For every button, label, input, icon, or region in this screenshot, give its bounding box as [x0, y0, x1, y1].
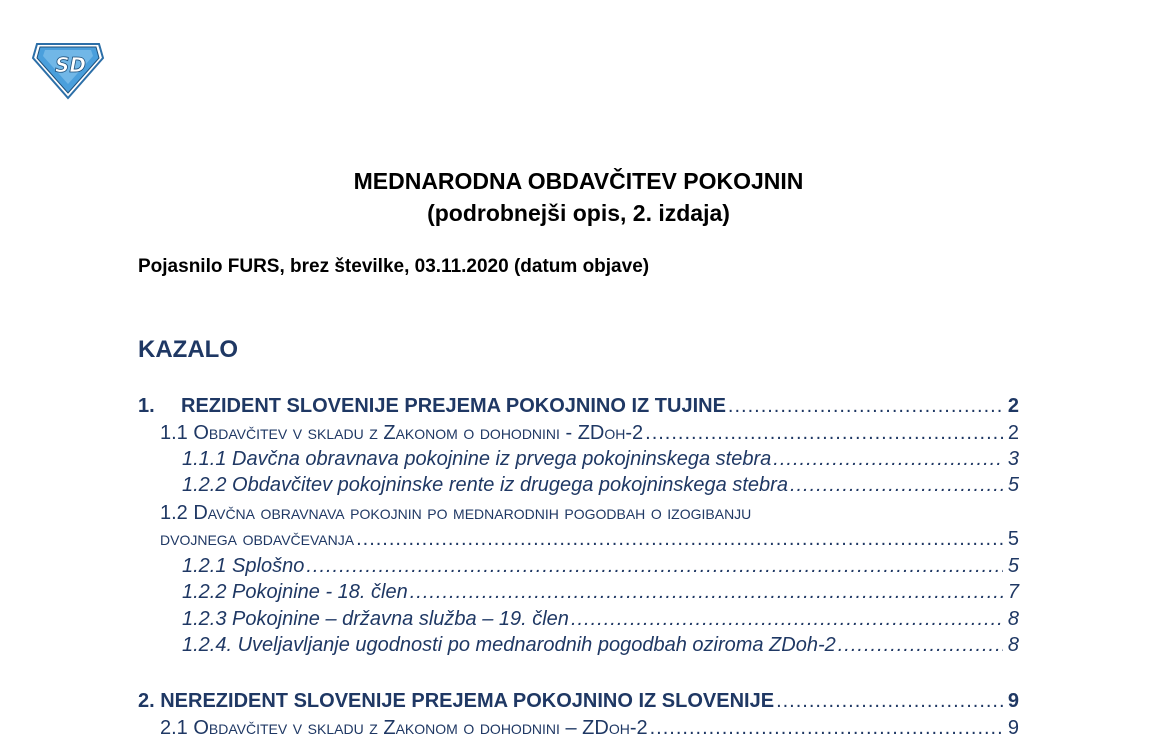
toc-entry-1-2-line1[interactable]: 1.2 Davčna obravnava pokojnin po mednarodnih pogodbah o izogibanju	[160, 502, 752, 524]
toc-entry-1-1-1[interactable]: 1.1.1 Davčna obravnava pokojnine iz prvega pokojninskega stebra ..... 3	[182, 446, 1019, 472]
toc-entry-2[interactable]: 2. NEREZIDENT SLOVENIJE PREJEMA POKOJNINO IZ SLOVENIJE ..... 9	[138, 688, 1019, 714]
toc-entry-1-1[interactable]: 1.1 Obdavčitev v skladu z Zakonom o dohodnini - ZDoh-2 ..... 2	[160, 420, 1019, 446]
toc-entry-1-2-1[interactable]: 1.2.1 Splošno ..... 5	[182, 553, 1019, 579]
toc-entry-2-1[interactable]: 2.1 Obdavčitev v skladu z Zakonom o dohodnini – ZDoh-2 ..... 9	[160, 715, 1019, 741]
toc-entry-1-2-3[interactable]: 1.2.3 Pokojnine – državna služba – 19. člen ..... 8	[182, 606, 1019, 632]
toc-entry-1-2-2a[interactable]: 1.2.2 Obdavčitev pokojninske rente iz drugega pokojninskega stebra ..... 5	[182, 472, 1019, 498]
toc-entry-1-2-2[interactable]: 1.2.2 Pokojnine - 18. člen ..... 7	[182, 579, 1019, 605]
toc-entry-1-2[interactable]: dvojnega obdavčevanja ..... 5	[160, 526, 1019, 552]
toc-heading: KAZALO	[138, 336, 238, 363]
document-title: MEDNARODNA OBDAVČITEV POKOJNIN	[353, 168, 804, 194]
toc-entry-1-2-4[interactable]: 1.2.4. Uveljavljanje ugodnosti po mednarodnih pogodbah oziroma ZDoh-2 ..... 8	[182, 632, 1019, 658]
svg-text:SD: SD	[55, 53, 87, 77]
source-note: Pojasnilo FURS, brez številke, 03.11.2020 (datum objave)	[138, 256, 650, 277]
toc-entry-1[interactable]: 1. REZIDENT SLOVENIJE PREJEMA POKOJNINO IZ TUJINE ..... 2	[138, 393, 1019, 419]
logo-icon	[31, 40, 105, 100]
document-subtitle-edition: (podrobnejši opis, 2. izdaja)	[427, 200, 730, 226]
